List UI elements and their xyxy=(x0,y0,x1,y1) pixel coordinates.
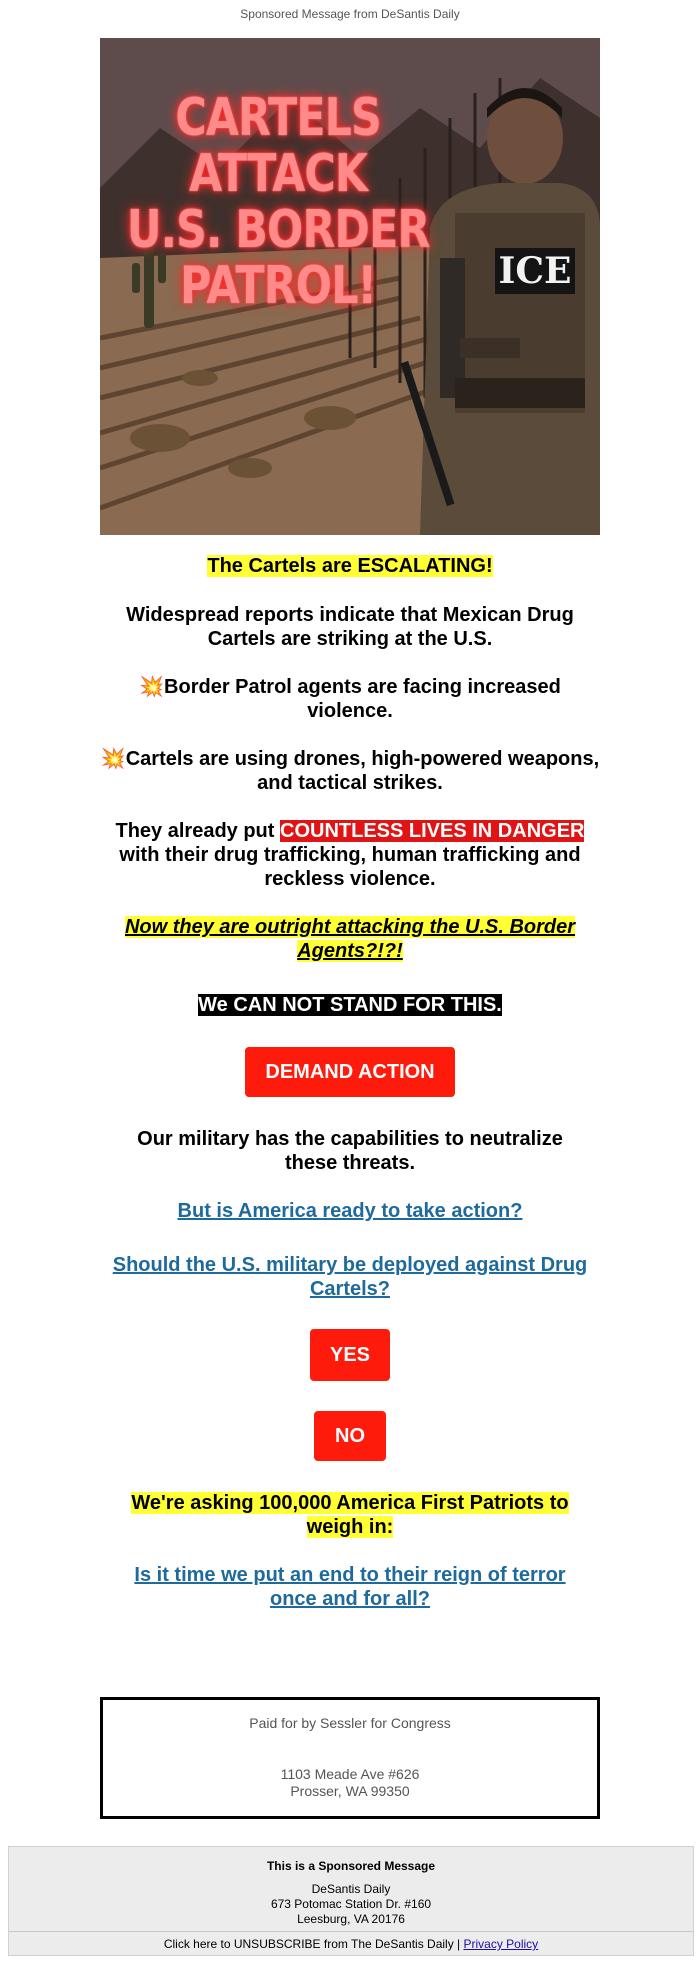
unsubscribe-line xyxy=(9,1937,693,1951)
footer-org: DeSantis Daily xyxy=(311,1882,391,1896)
deploy-link-line xyxy=(100,1253,600,1301)
bullet-drones-text: Cartels are using drones, high-powered weapons, and tactical strikes. xyxy=(125,748,600,794)
ready-link-line xyxy=(100,1199,600,1223)
stand-text: We CAN NOT STAND FOR THIS. xyxy=(198,994,502,1016)
explosion-icon: 💥 xyxy=(139,676,165,698)
terror-link[interactable]: Is it time we put an end to their reign of terror once and for all? xyxy=(134,1564,566,1610)
yes-button[interactable]: YES xyxy=(310,1329,390,1381)
demand-action-button[interactable]: DEMAND ACTION xyxy=(245,1047,455,1097)
asking-line xyxy=(120,1491,580,1539)
no-button[interactable]: NO xyxy=(314,1411,386,1461)
hero-headline-line2: U.S. BORDER xyxy=(126,200,430,260)
bullet-border-patrol-text: Border Patrol agents are facing increased violence. xyxy=(164,676,561,722)
hero-headline-line3: PATROL! xyxy=(180,256,377,316)
terror-link-line xyxy=(120,1563,580,1611)
danger-suffix: with their drug trafficking, human trafficking and reckless violence. xyxy=(119,844,581,890)
sponsor-footer xyxy=(8,1846,694,1956)
stand-line xyxy=(100,993,600,1017)
hero-headline xyxy=(108,90,448,314)
danger-prefix: They already put xyxy=(115,820,280,842)
danger-paragraph xyxy=(110,819,590,891)
escalating-line xyxy=(100,554,600,578)
attacking-text: Now they are outright attacking the U.S. Border Agents?!?! xyxy=(124,916,576,962)
ready-link[interactable]: But is America ready to take action? xyxy=(177,1200,523,1222)
paid-for-box xyxy=(100,1697,600,1819)
hero-headline-line1: CARTELS ATTACK xyxy=(175,88,381,204)
danger-highlight: COUNTLESS LIVES IN DANGER xyxy=(280,820,585,842)
paid-for-text: Paid for by Sessler for Congress xyxy=(249,1715,451,1731)
bullet-border-patrol xyxy=(100,675,600,723)
paid-for-address-line2: Prosser, WA 99350 xyxy=(290,1783,410,1799)
ice-patch: ICE xyxy=(495,248,575,294)
unsubscribe-link[interactable]: Click here to UNSUBSCRIBE from The DeSantis Daily | xyxy=(163,1937,464,1951)
attacking-line xyxy=(120,915,580,963)
sponsored-label: This is a Sponsored Message xyxy=(266,1859,436,1873)
privacy-policy-link[interactable]: Privacy Policy xyxy=(463,1937,539,1951)
footer-divider xyxy=(9,1931,693,1932)
hero-image[interactable] xyxy=(100,38,600,535)
deploy-link[interactable]: Should the U.S. military be deployed against Drug Cartels? xyxy=(112,1254,588,1300)
reports-paragraph: Widespread reports indicate that Mexican Drug Cartels are striking at the U.S. xyxy=(126,604,574,650)
military-paragraph: Our military has the capabilities to neutralize these threats. xyxy=(137,1128,563,1174)
escalating-text: The Cartels are ESCALATING! xyxy=(207,555,493,577)
bullet-drones xyxy=(100,747,600,795)
explosion-icon: 💥 xyxy=(100,748,126,770)
asking-text: We're asking 100,000 America First Patriots to weigh in: xyxy=(131,1492,569,1538)
footer-address-line2: Leesburg, VA 20176 xyxy=(297,1912,405,1926)
paid-for-address-line1: 1103 Meade Ave #626 xyxy=(280,1766,420,1782)
footer-address-line1: 673 Potomac Station Dr. #160 xyxy=(270,1897,432,1911)
sponsored-header: Sponsored Message from DeSantis Daily xyxy=(240,7,460,21)
